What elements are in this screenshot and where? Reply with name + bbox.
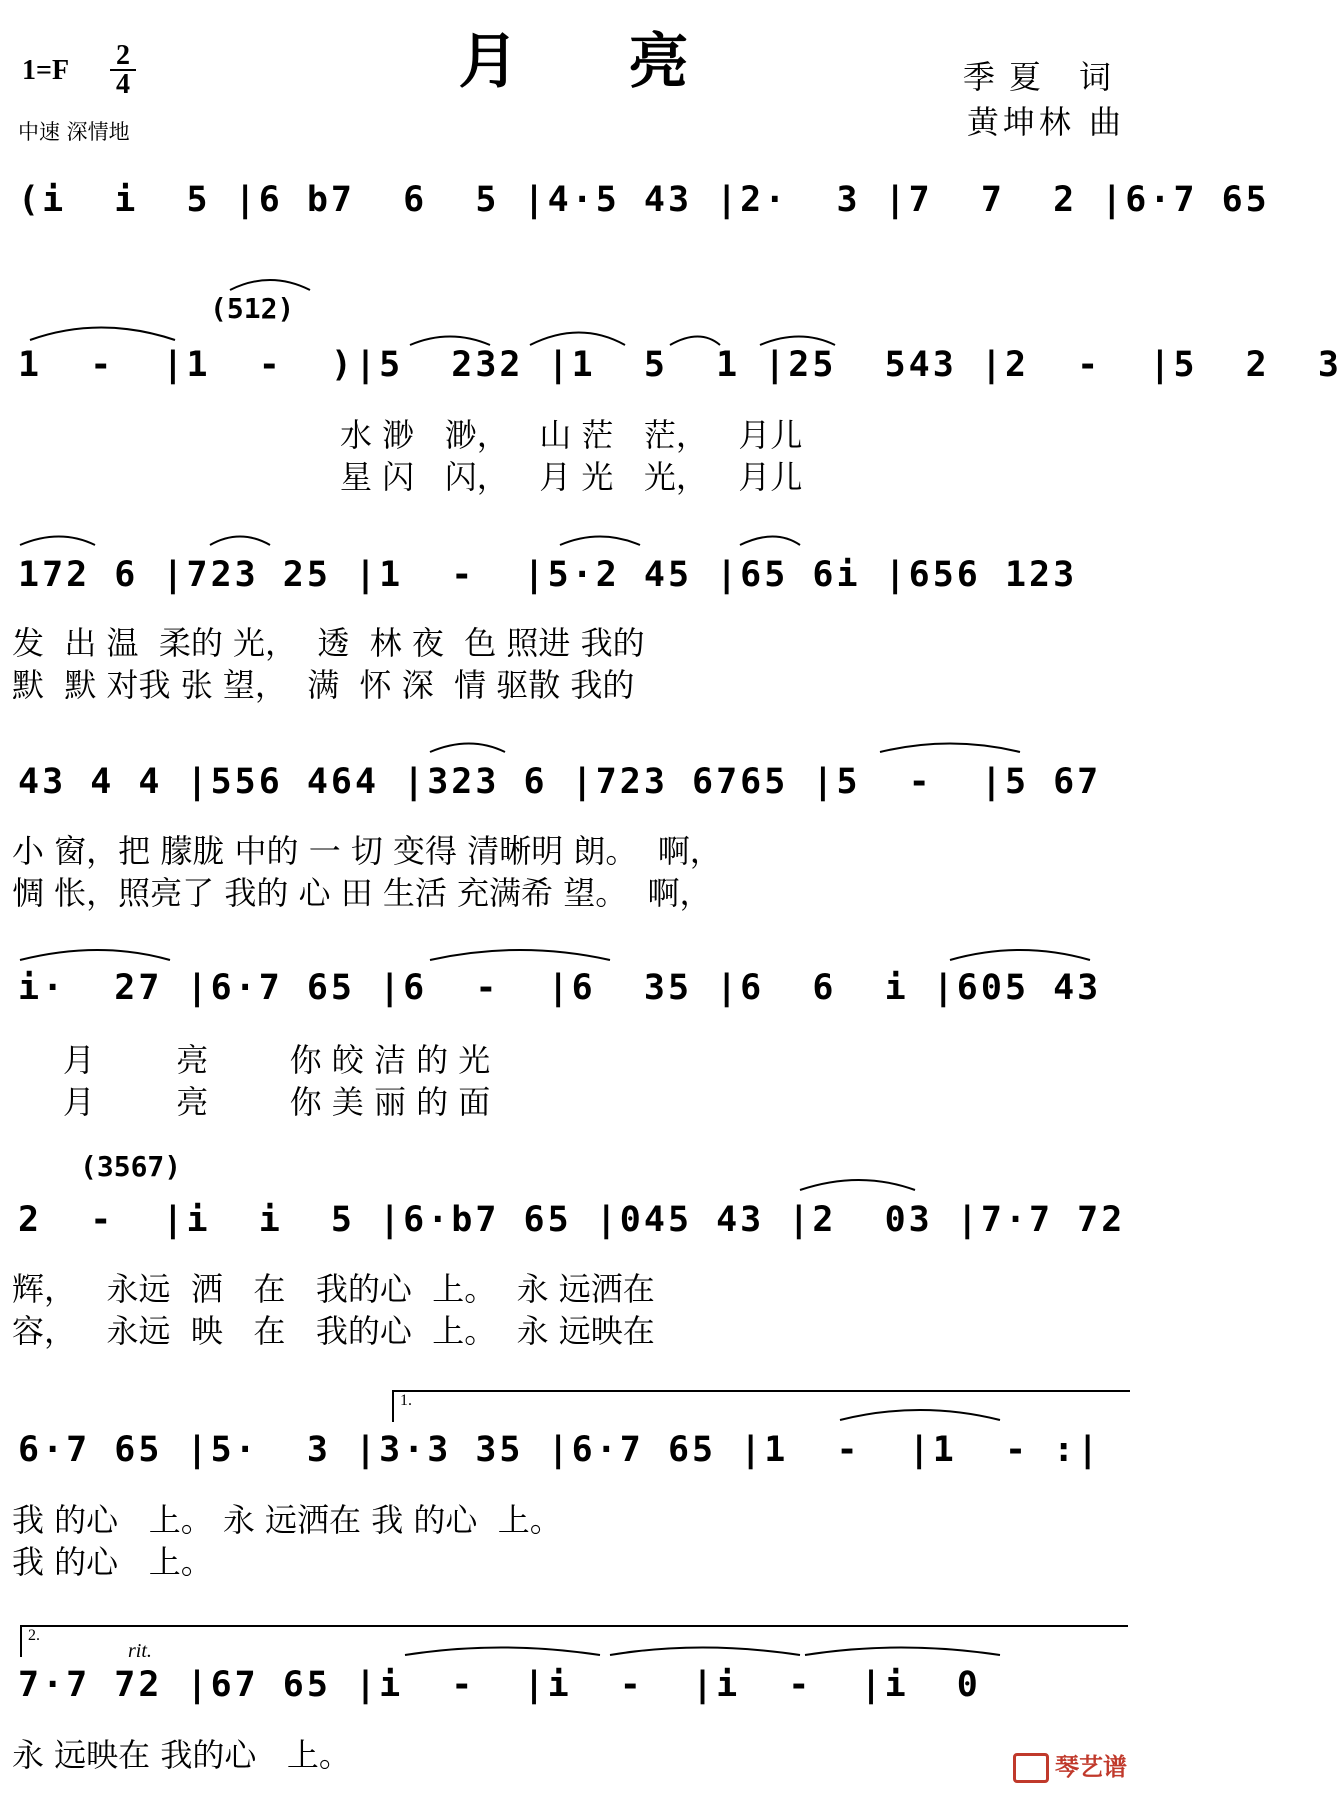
ritardando-marking: rit. [128,1640,152,1662]
score-line-5-lyrics-verse2: 月 亮 你 美 丽 的 面 [12,1083,491,1121]
lyricist-credit: 季夏 词 [962,58,1125,96]
score-line-2-lyrics-verse2: 星 闪 闪， 月 光 光， 月儿 [340,458,803,496]
score-line-4-lyrics-verse1: 小 窗，把 朦胧 中的 一 切 变得 清晰明 朗。 啊， [12,832,722,870]
composer-credit: 黄坤林 曲 [966,103,1125,141]
first-ending-bracket: 1. [392,1390,1130,1422]
score-line-3-lyrics-verse2: 默 默 对我 张 望， 满 怀 深 情 驱散 我的 [12,666,635,704]
score-line-6-annotation: (3567) [80,1150,182,1183]
score-line-2-notes: 1 - |1 - )|5 232 |1 5 1 |25 543 |2 - |5 2 3 [18,345,1342,385]
second-ending-bracket: 2. [20,1625,1128,1657]
score-line-5-notes: i· 27 |6·7 65 |6 - |6 35 |6 6 i |605 43 [18,968,1102,1008]
watermark-logo: 琴艺谱 [1013,1747,1127,1783]
score-line-8-lyrics-verse1: 永 远映在 我的心 上。 [12,1736,351,1774]
score-line-6-lyrics-verse1: 辉， 永远 洒 在 我的心 上。 永 远洒在 [12,1270,655,1308]
score-line-2-annotation: (512) [210,292,295,325]
tempo-marking: 中速 深情地 [18,120,130,144]
score-line-6-notes: 2 - |i i 5 |6·b7 65 |045 43 |2 03 |7·7 72 [18,1200,1126,1240]
key-signature: 1=F [22,55,70,86]
score-line-2-lyrics-verse1: 水 渺 渺， 山 茫 茫， 月儿 [340,416,803,454]
score-line-7-lyrics-verse1: 我 的心 上。 永 远洒在 我 的心 上。 [12,1501,562,1539]
score-line-4-lyrics-verse2: 惆 怅，照亮了 我的 心 田 生活 充满希 望。 啊， [12,874,712,912]
score-line-7-notes: 6·7 65 |5· 3 |3·3 35 |6·7 65 |1 - |1 - :| [18,1430,1102,1470]
score-line-5-lyrics-verse1: 月 亮 你 皎 洁 的 光 [12,1041,491,1079]
time-signature-bottom: 4 [116,69,130,100]
score-line-4-notes: 43 4 4 |556 464 |323 6 |723 6765 |5 - |5 67 [18,762,1102,802]
time-signature-top: 2 [116,40,130,71]
logo-icon [1013,1753,1049,1783]
score-line-8-notes: 7·7 72 |67 65 |i - |i - |i - |i 0 [18,1665,981,1705]
score-line-3-lyrics-verse1: 发 出 温 柔的 光， 透 林 夜 色 照进 我的 [12,624,645,662]
score-line-7-lyrics-verse2: 我 的心 上。 [12,1543,213,1581]
score-line-3-notes: 172 6 |723 25 |1 - |5·2 45 |65 6i |656 123 [18,555,1078,595]
song-title: 月亮 [458,27,799,97]
score-line-6-lyrics-verse2: 容， 永远 映 在 我的心 上。 永 远映在 [12,1312,655,1350]
score-line-1-notes: (i i 5 |6 b7 6 5 |4·5 43 |2· 3 |7 7 2 |6·7 65 [18,180,1270,220]
